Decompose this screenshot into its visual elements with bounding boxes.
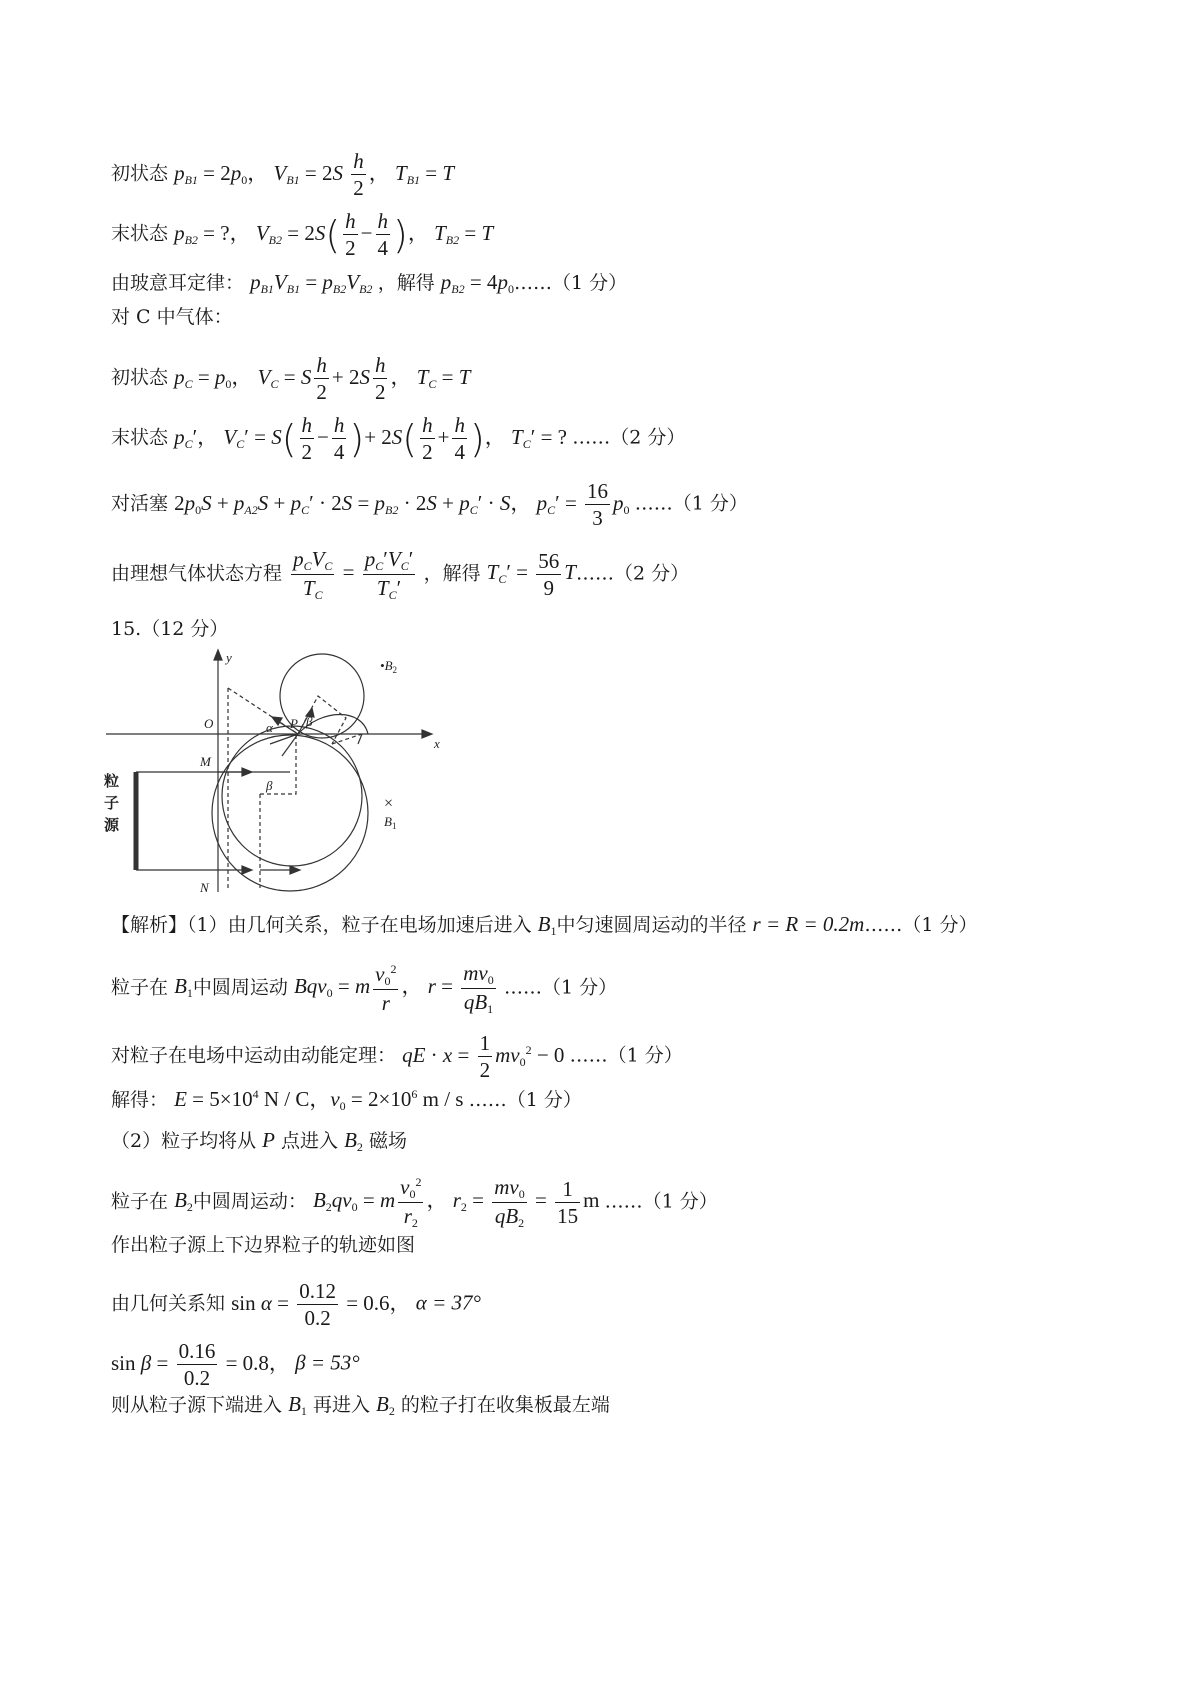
- trajectory-diagram: [100, 648, 450, 898]
- ideal-gas-line: [111, 546, 689, 603]
- gas-c-final-line: [111, 412, 685, 466]
- label: 初状态: [111, 162, 169, 185]
- label: 末状态: [111, 426, 169, 449]
- result: $p_{B2} = 4p_0$: [440, 270, 514, 296]
- text-b: 点进入: [281, 1130, 339, 1152]
- score: ……（1 分）: [569, 1044, 683, 1067]
- x-axis-arrow: [422, 730, 432, 738]
- equation: sin α = $\frac{0.12}{0.2}$ = 0.6，: [231, 1279, 416, 1331]
- text-c: 的粒子打在收集板最左端: [400, 1394, 610, 1416]
- p-symbol: P: [262, 1128, 275, 1152]
- label: 末状态: [111, 222, 169, 245]
- equation: $2p_0S + p_{A2}S + p_C' \cdot 2S = p_{B2} \cdot 2S + p_C' \cdot S$， $p_C'$ = $\frac{16}{3}$ $p_0$: [174, 479, 630, 531]
- score: ……（2 分）: [575, 562, 690, 585]
- label-a: 粒子在: [111, 1190, 169, 1213]
- gas-c-heading: 对 C 中气体：: [111, 306, 233, 328]
- arrow-alpha-head: [272, 717, 282, 725]
- score: ……（1 分）: [468, 1089, 582, 1111]
- sin-beta-line: [111, 1338, 360, 1392]
- boyle-law-line: [111, 272, 627, 295]
- b1-label: $B_1$: [384, 814, 397, 831]
- result-text: ，解得: [423, 562, 481, 585]
- b2-symbol: $B_2$: [376, 1392, 395, 1418]
- score: ……（1 分）: [513, 272, 628, 294]
- label-b: 中圆周运动: [192, 976, 288, 999]
- lower-beam-ext-arrow: [290, 866, 300, 874]
- gas-b-initial-line: [111, 148, 454, 202]
- score: ……（1 分）: [864, 914, 978, 936]
- lower-beam-arrow: [242, 866, 252, 874]
- y-axis-label: y: [226, 650, 232, 665]
- point-n-label: N: [200, 880, 209, 895]
- label: 解得：: [111, 1089, 169, 1111]
- b2-motion-line: [111, 1174, 718, 1231]
- label: 由几何关系知: [111, 1292, 226, 1315]
- alpha-result: α = 37°: [415, 1290, 481, 1315]
- origin-label: O: [204, 716, 214, 731]
- label-a: 粒子在: [111, 976, 169, 999]
- b2-label: $•B_2$: [380, 658, 398, 675]
- text-a: 则从粒子源下端进入: [111, 1394, 283, 1416]
- part2-line: [111, 1130, 407, 1153]
- b1-cross: ×: [384, 795, 394, 812]
- score: ……（2 分）: [572, 426, 686, 449]
- result-text: ，解得: [377, 272, 435, 294]
- y-axis-arrow: [214, 650, 222, 660]
- equation: $p_{B1}V_{B1} = p_{B2}V_{B2}$: [250, 270, 373, 296]
- score: ……（1 分）: [503, 976, 618, 999]
- source-label: 粒子源: [104, 772, 120, 834]
- energy-line: [111, 1030, 683, 1084]
- point-p-label: P: [290, 716, 298, 731]
- equation: $E = 5\times 10^4$ N / C，$v_0 = 2\times 10^6$ m / s: [174, 1087, 469, 1113]
- b1-symbol: $B_1$: [174, 974, 193, 1001]
- text-a: （2）粒子均将从: [111, 1130, 257, 1152]
- equation: $p_{B2}$ = ?， $V_{B2} = 2S$( $\frac{h}{2}$ − $\frac{h}{4}$ )， $T_{B2} = T$: [174, 209, 494, 261]
- b2-symbol: $B_2$: [174, 1188, 193, 1215]
- label-b: 中圆周运动：: [192, 1190, 307, 1213]
- solution-part1-line: [111, 914, 977, 937]
- radius-value: r = R = 0.2m: [752, 912, 865, 936]
- text: （1）由几何关系，粒子在电场加速后进入: [187, 914, 532, 936]
- conclusion-line: [111, 1394, 610, 1417]
- solve-line: [111, 1088, 582, 1112]
- equation: $p_C'$， $V_C' = S$( $\frac{h}{2}$ − $\frac{h}{4}$ )+ 2S( $\frac{h}{2}$ + $\frac{h}{4}$ )， $T_C'$ = ?: [174, 413, 573, 465]
- equation: Bqv$_0$ = m $\frac{v_0^2}{r}$ ， r = $\frac{mv_0}{qB_1}$: [293, 961, 494, 1016]
- equation: $p_C = p_0$， $V_C = S$ $\frac{h}{2}$ + 2S $\frac{h}{2}$ ， $T_C = T$: [174, 353, 471, 405]
- result: $T_C'$ = $\frac{56}{9}$ T: [486, 548, 576, 600]
- text2: 中匀速圆周运动的半径: [556, 914, 747, 936]
- text-b: 再进入: [312, 1394, 370, 1416]
- piston-line: [111, 478, 748, 532]
- problem-15-title: 15.（12 分）: [111, 618, 229, 640]
- text-c: 磁场: [368, 1130, 407, 1152]
- b2-symbol: $B_2$: [344, 1128, 363, 1154]
- point-m-label: M: [200, 754, 211, 769]
- score: ……（1 分）: [634, 492, 748, 515]
- b1-circle-small: [222, 726, 362, 866]
- beta-label-lower: β: [266, 778, 273, 793]
- prefix: 【解析】: [111, 914, 188, 936]
- gas-c-initial-line: [111, 352, 470, 406]
- equation: $p_{B1} = 2p_0$， $V_{B1} = 2S$ $\frac{h}{2}$ ， $T_{B1} = T$: [174, 149, 455, 201]
- b2-arc-tail: [358, 734, 362, 744]
- equation: sin β = $\frac{0.16}{0.2}$ = 0.8，: [111, 1339, 296, 1391]
- sin-alpha-line: [111, 1278, 481, 1332]
- label: 对活塞: [111, 492, 169, 515]
- b1-symbol: $B_1$: [288, 1392, 307, 1418]
- gas-b-final-line: [111, 208, 493, 262]
- beta-result: β = 53°: [295, 1350, 360, 1375]
- equation: qE · x = $\frac{1}{2}$ $mv_0^2 - 0$: [402, 1031, 570, 1083]
- beta-label: β: [306, 714, 313, 729]
- equation: $\frac{p_CV_C}{T_C}$ = $\frac{p_C'V_C'}{T_C'}$: [293, 547, 414, 602]
- label: 对粒子在电场中运动由动能定理：: [111, 1044, 397, 1067]
- b1-symbol: $B_1$: [537, 912, 557, 938]
- score: ……（1 分）: [604, 1190, 718, 1213]
- trajectory-text: 作出粒子源上下边界粒子的轨迹如图: [111, 1234, 416, 1256]
- x-axis-label: x: [434, 736, 440, 751]
- label: 由玻意耳定律：: [111, 272, 245, 294]
- alpha-label: α: [266, 720, 273, 735]
- label: 由理想气体状态方程: [111, 562, 283, 585]
- equation: $B_2qv_0 = m$ $\frac{v_0^2}{r_2}$ ， $r_2$ = $\frac{mv_0}{qB_2}$ = $\frac{1}{15}$ m: [312, 1175, 605, 1230]
- b1-motion-line: [111, 960, 617, 1017]
- label: 初状态: [111, 366, 169, 389]
